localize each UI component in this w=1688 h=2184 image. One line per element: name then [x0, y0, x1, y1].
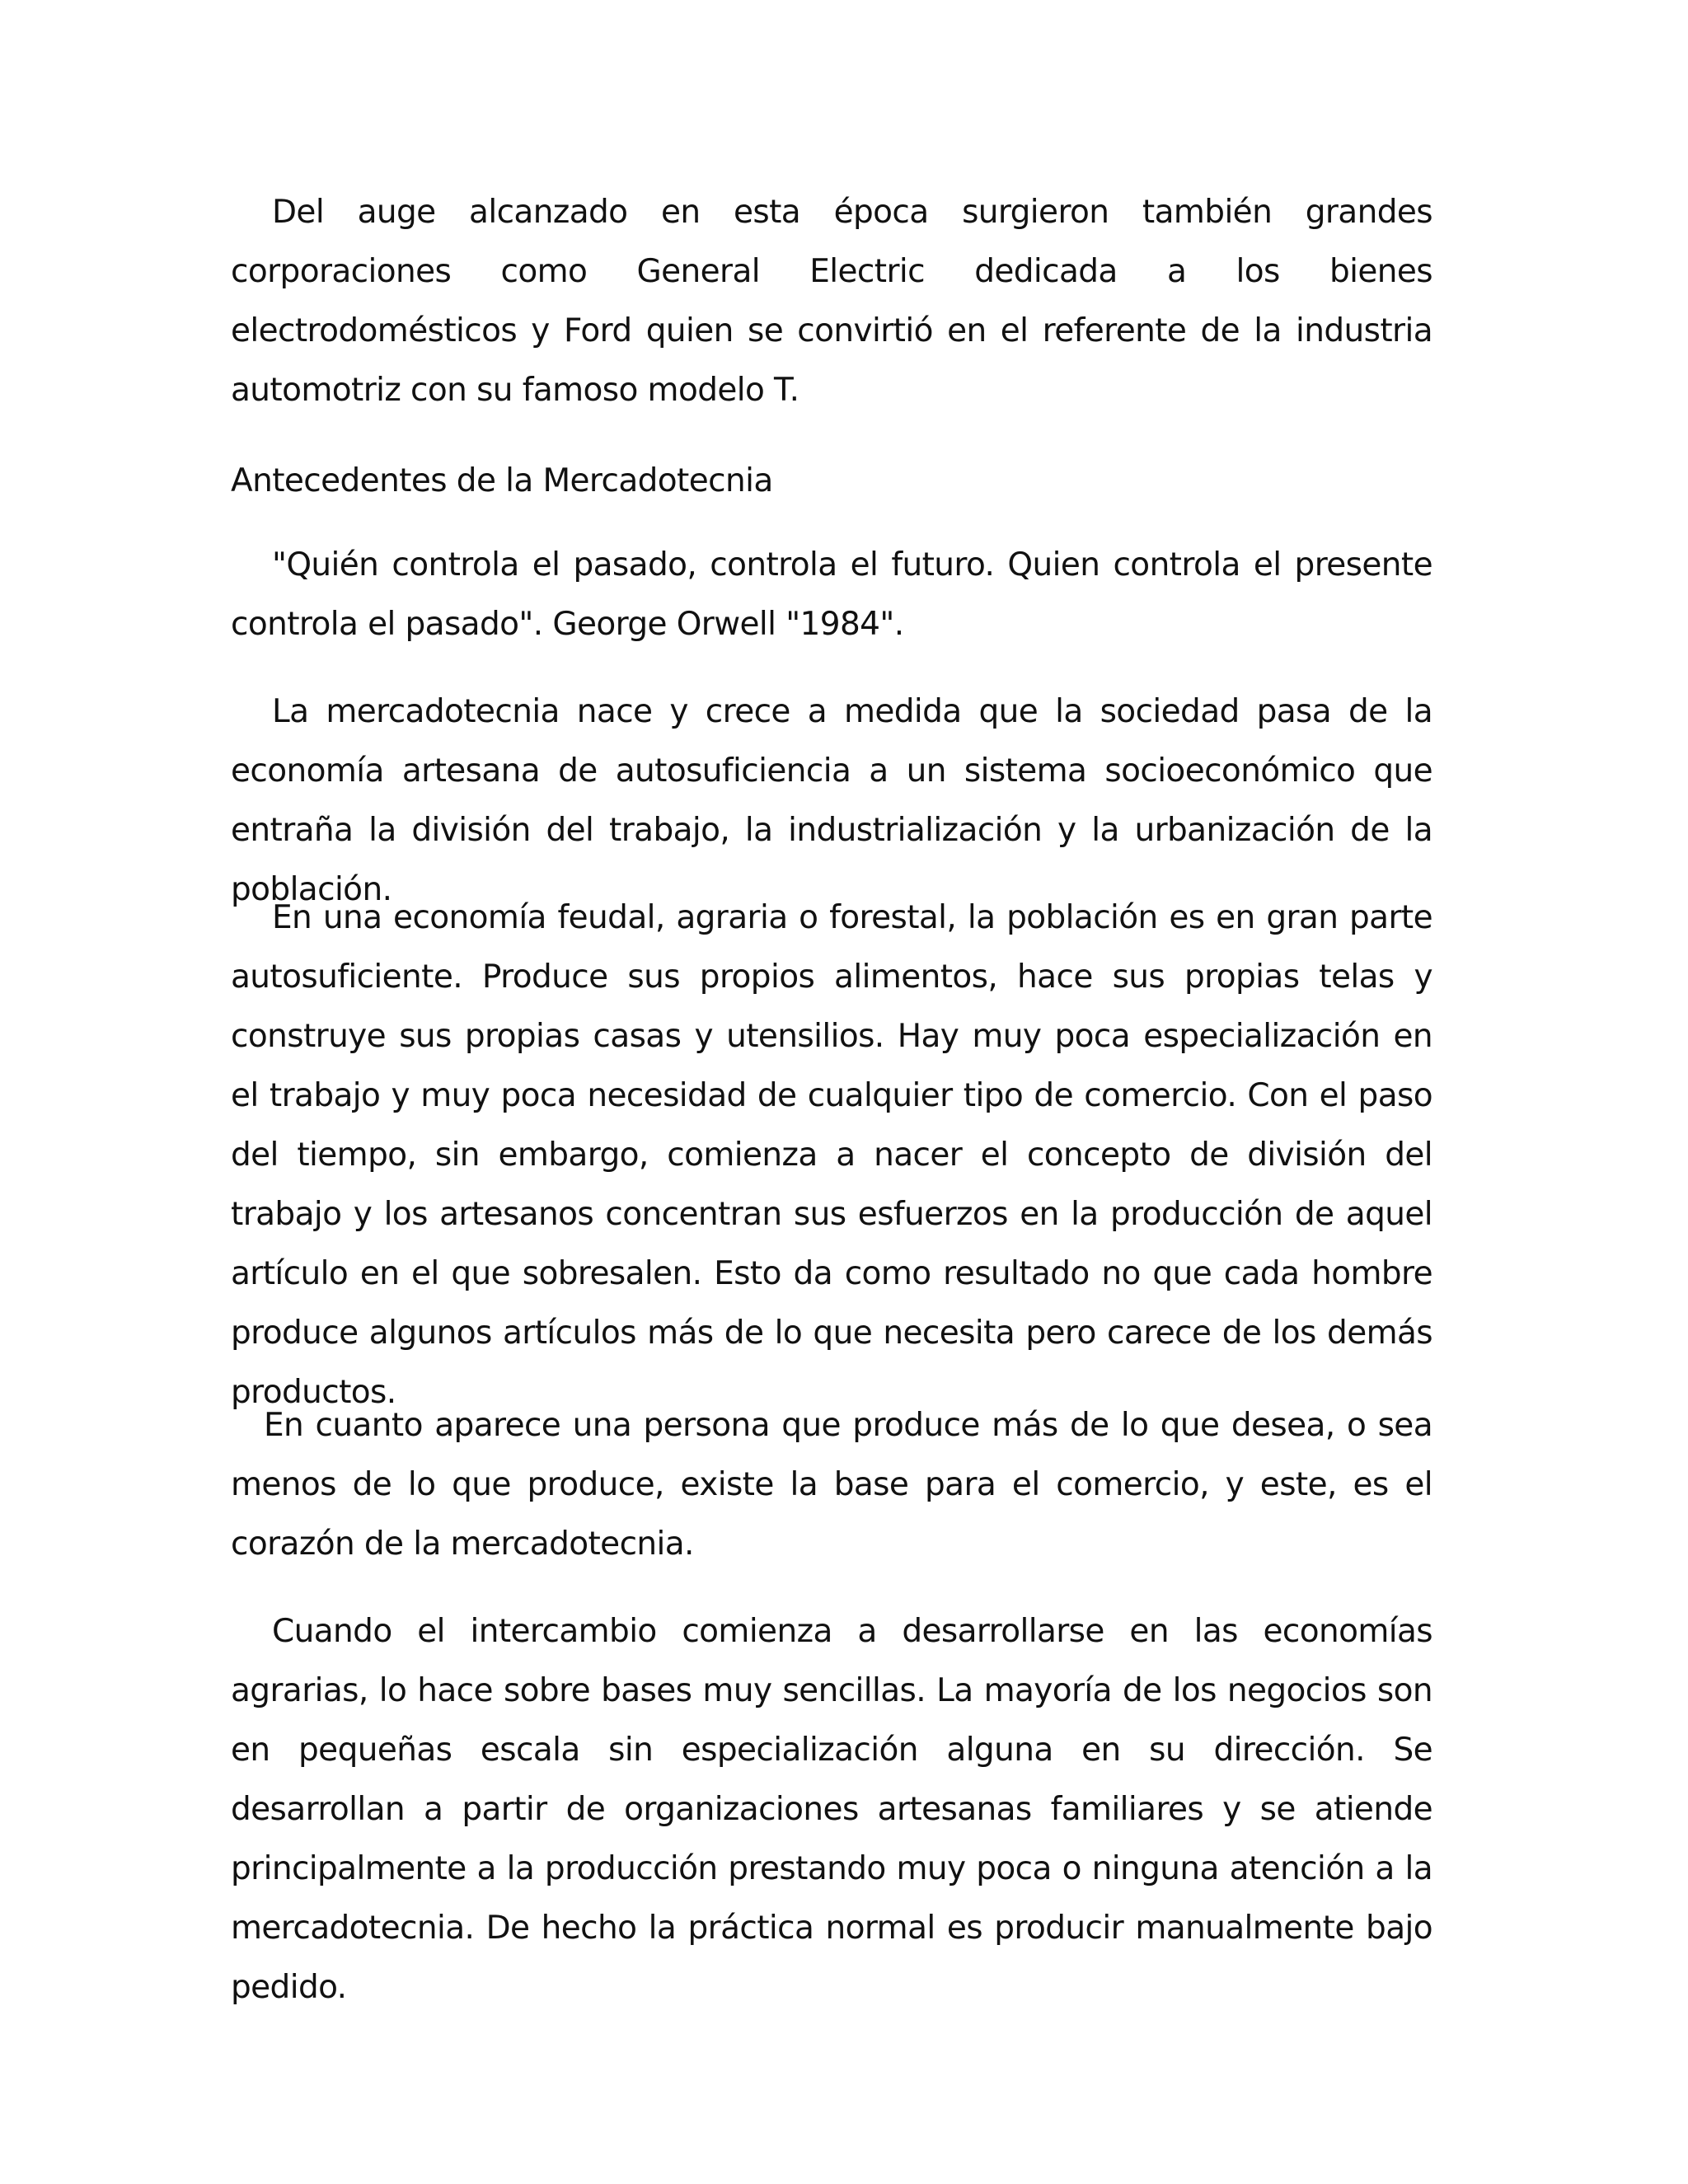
paragraph-nace-mercadotecnia [231, 682, 1432, 920]
paragraph-text: Cuando el intercambio comienza a desarrollarse en las economías agrarias, lo hace sobre bases muy sencillas. La mayoría de los negocios son en pequeñas escala sin especialización alguna en su dirección. Se desarrollan a partir de organizaciones artesanas familiares y se atiende principalmente a la producción prestando muy poca o ninguna atención a la mercadotecnia. De hecho la práctica normal es producir manualmente bajo pedido. [231, 1613, 1432, 2006]
paragraph-text: En cuanto aparece una persona que produce más de lo que desea, o sea menos de lo que produce, existe la base para el comercio, y este, es el corazón de la mercadotecnia. [231, 1407, 1432, 1563]
quote-text: "Quién controla el pasado, controla el futuro. Quien controla el presente controla el pasado". George Orwell "1984". [231, 546, 1432, 643]
paragraph-text: En una economía feudal, agraria o forestal, la población es en gran parte autosuficiente. Produce sus propios alimentos, hace sus propias telas y construye sus propias casas y utensilios. Hay muy poca especialización en el trabajo y muy poca necesidad de cualquier tipo de comercio. Con el paso del tiempo, sin embargo, comienza a nacer el concepto de división del trabajo y los artesanos concentran sus esfuerzos en la producción de aquel artículo en el que sobresalen. Esto da como resultado no que cada hombre produce algunos artículos más de lo que necesita pero carece de los demás productos. [231, 899, 1432, 1411]
section-heading [231, 452, 1432, 511]
paragraph-economia-feudal [231, 888, 1432, 1422]
paragraph-text: Del auge alcanzado en esta época surgieron también grandes corporaciones como General Electric dedicada a los bienes electrodomésticos y Ford quien se convirtió en el referente de la industria automotriz con su famoso modelo T. [231, 194, 1432, 409]
section-heading-text: Antecedentes de la Mercadotecnia [231, 462, 773, 499]
paragraph-text: La mercadotecnia nace y crece a medida que la sociedad pasa de la economía artesana de autosuficiencia a un sistema socioeconómico que entraña la división del trabajo, la industrialización y la urbanización de la población. [231, 693, 1432, 908]
paragraph-comercio [231, 1396, 1432, 1574]
paragraph-corporaciones [231, 183, 1432, 420]
orwell-quote [231, 536, 1432, 654]
paragraph-intercambio [231, 1602, 1432, 2018]
